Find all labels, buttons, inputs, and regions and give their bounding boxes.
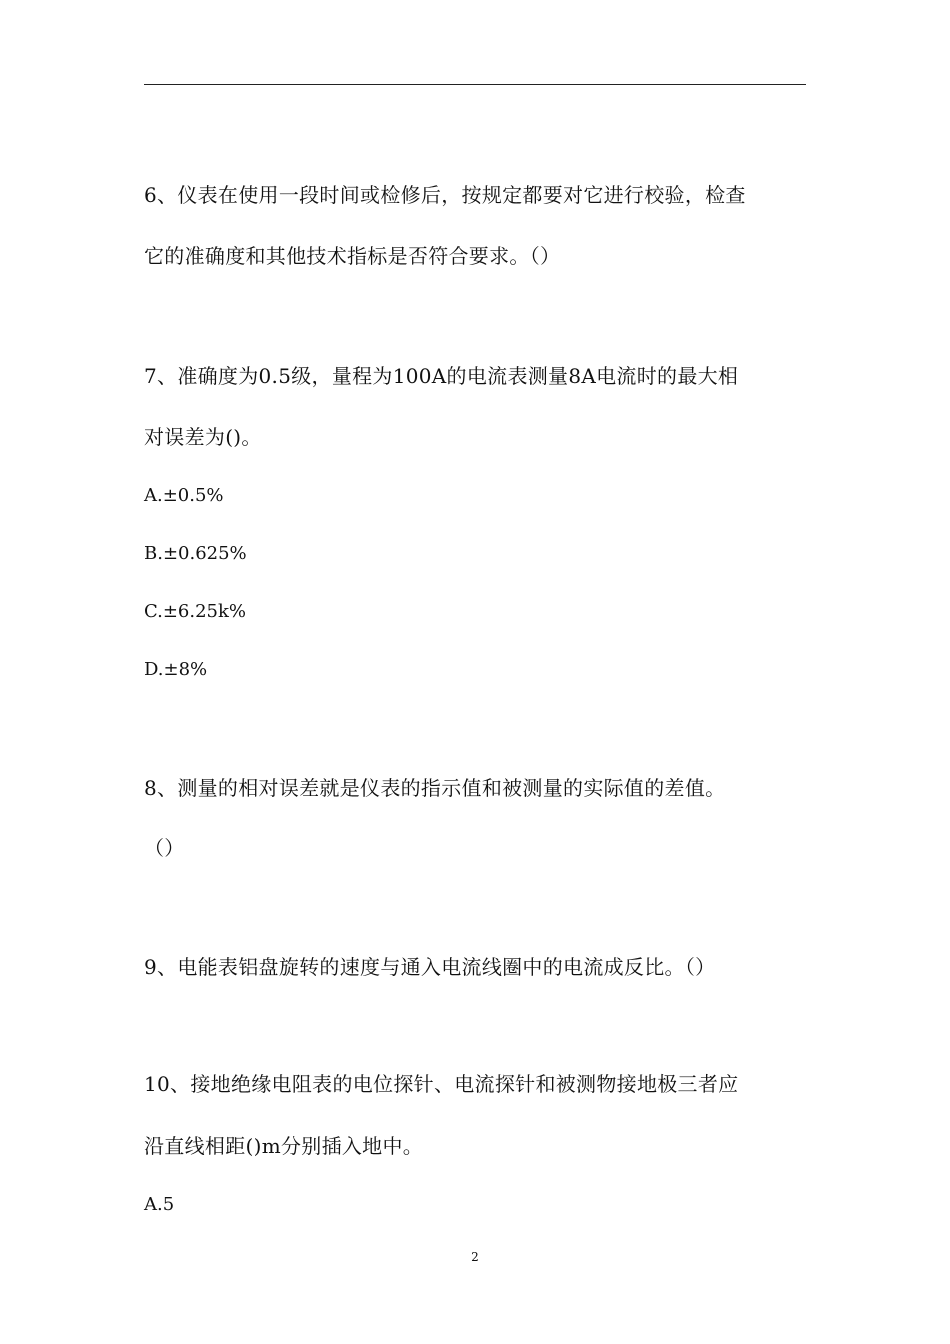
question-7-line-2: 对误差为()。 xyxy=(144,425,262,449)
header-rule xyxy=(144,84,806,85)
question-10-option-a: A.5 xyxy=(144,1194,175,1215)
question-7-option-d: D.±8% xyxy=(144,659,208,680)
question-7-option-c: C.±6.25k% xyxy=(144,601,247,622)
question-10-line-2: 沿直线相距()m分别插入地中。 xyxy=(144,1134,424,1158)
question-6-line-2: 它的准确度和其他技术指标是否符合要求。（） xyxy=(144,244,561,268)
page-number: 2 xyxy=(471,1250,479,1264)
question-7-option-a: A.±0.5% xyxy=(144,485,224,506)
question-8-line-1: 8、测量的相对误差就是仪表的指示值和被测量的实际值的差值。 xyxy=(144,776,726,800)
question-7-option-b: B.±0.625% xyxy=(144,543,247,564)
question-8-line-2: （） xyxy=(144,836,185,860)
question-9-line-1: 9、电能表铝盘旋转的速度与通入电流线圈中的电流成反比。（） xyxy=(144,955,716,979)
question-10-line-1: 10、接地绝缘电阻表的电位探针、电流探针和被测物接地极三者应 xyxy=(144,1072,739,1096)
question-6-line-1: 6、仪表在使用一段时间或检修后，按规定都要对它进行校验，检查 xyxy=(144,183,746,207)
question-7-line-1: 7、准确度为0.5级，量程为100A的电流表测量8A电流时的最大相 xyxy=(144,364,739,388)
